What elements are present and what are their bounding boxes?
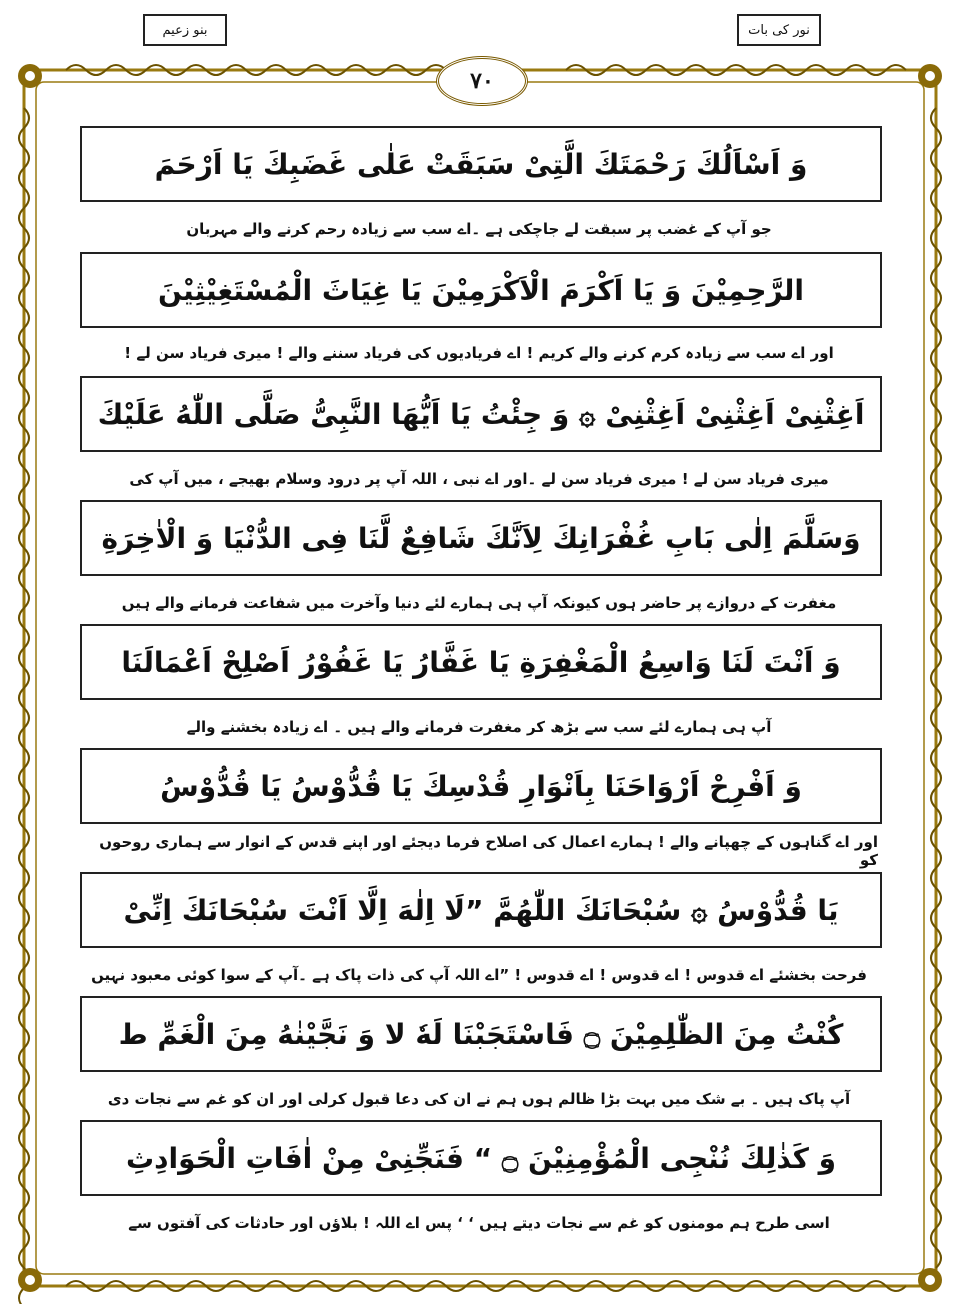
translation-5: آپ ہی ہمارے لئے سب سے بڑھ کر مغفرت فرمانے والے ہیں ۔ اے زیادہ بخشنے والے [186, 718, 772, 736]
header-label-left: بنو زعیم [143, 14, 227, 46]
translation-4: مغفرت کے دروازے پر حاضر ہوں کیونکہ آپ ہی ہمارے لئے دنیا وآخرت میں شفاعت فرمانے والے ہیں [121, 594, 837, 612]
page-number [436, 56, 528, 106]
translation-8: آپ پاک ہیں ۔ بے شک میں بہت بڑا ظالم ہوں ہم نے ان کی دعا قبول کرلی اور ان کو غم سے نجات دی [107, 1090, 851, 1108]
header-label-right: نور کی بات [737, 14, 821, 46]
page-number-text: ٧٠ [470, 68, 494, 94]
verse-box-3: اَغِثْنِیْ اَغِثْنِیْ اَغِثْنِیْ ۞ وَ جِئْتُ یَا اَیُّهَا النَّبِیُّ صَلَّی اللّٰهُ عَلَیْكَ [80, 376, 882, 452]
verse-box-8: كُنْتُ مِنَ الظّٰلِمِیْنَ ۝ فَاسْتَجَبْنَا لَهٗ لا وَ نَجَّیْنٰهُ مِنَ الْغَمِّ ط [80, 996, 882, 1072]
verse-box-7: یَا قُدُّوْسُ ۞ سُبْحَانَكَ اللّٰهُمَّ ”لَا اِلٰهَ اِلَّا اَنْتَ سُبْحَانَكَ اِنِّیْ [80, 872, 882, 948]
translation-1: جو آپ کے غضب پر سبقت لے جاچکی ہے ۔اے سب سے زیادہ رحم کرنے والے مہربان [186, 220, 772, 238]
translation-9: اسی طرح ہم مومنوں کو غم سے نجات دیتے ہیں ‘ ‘ پس اے اللہ ! بلاؤں اور حادثات کی آفتوں سے [128, 1214, 830, 1232]
verse-box-4: وَسَلَّمَ اِلٰی بَابِ غُفْرَانِكَ لِاَنَّكَ شَافِعٌ لَّنَا فِی الدُّنْیَا وَ الْاٰخِرَةِ [80, 500, 882, 576]
translation-2: اور اے سب سے زیادہ کرم کرنے والے کریم ! اے فریادیوں کی فریاد سننے والے ! میری فریاد سن لے ! [124, 344, 834, 362]
verse-box-1: وَ اَسْاَلُكَ رَحْمَتَكَ الَّتِیْ سَبَقَتْ عَلٰی غَضَبِكَ یَا اَرْحَمَ [80, 126, 882, 202]
translation-3: میری فریاد سن لے ! میری فریاد سن لے ۔اور اے نبی ، اللہ آپ پر درود وسلام بھیجے ، میں آپ کی [129, 470, 829, 488]
verse-box-2: الرَّحِمِیْنَ وَ یَا اَكْرَمَ الْاَكْرَمِیْنَ یَا غِیَاثَ الْمُسْتَغِیْثِیْنَ [80, 252, 882, 328]
verse-box-6: وَ اَفْرِحْ اَرْوَاحَنَا بِاَنْوَارِ قُدْسِكَ یَا قُدُّوْسُ یَا قُدُّوْسُ [80, 748, 882, 824]
translation-6: اور اے گناہوں کے چھپانے والے ! ہمارے اعمال کی اصلاح فرما دیجئے اور اپنے قدس کے انوار سے ہماری روحوں کو [99, 833, 878, 869]
translation-7: فرحت بخشئے اے قدوس ! اے قدوس ! اے قدوس ! ”اے اللہ آپ کی ذات پاک ہے ۔آپ کے سوا کوئی معبود نہیں [91, 966, 867, 984]
verse-box-9: وَ كَذٰلِكَ نُنْجِی الْمُؤْمِنِیْنَ ۝ “ فَنَجِّنِیْ مِنْ اٰفَاتِ الْحَوَادِثِ [80, 1120, 882, 1196]
verse-box-5: وَ اَنْتَ لَنَا وَاسِعُ الْمَغْفِرَةِ یَا غَفَّارُ یَا غَفُوْرُ اَصْلِحْ اَعْمَالَنَا [80, 624, 882, 700]
